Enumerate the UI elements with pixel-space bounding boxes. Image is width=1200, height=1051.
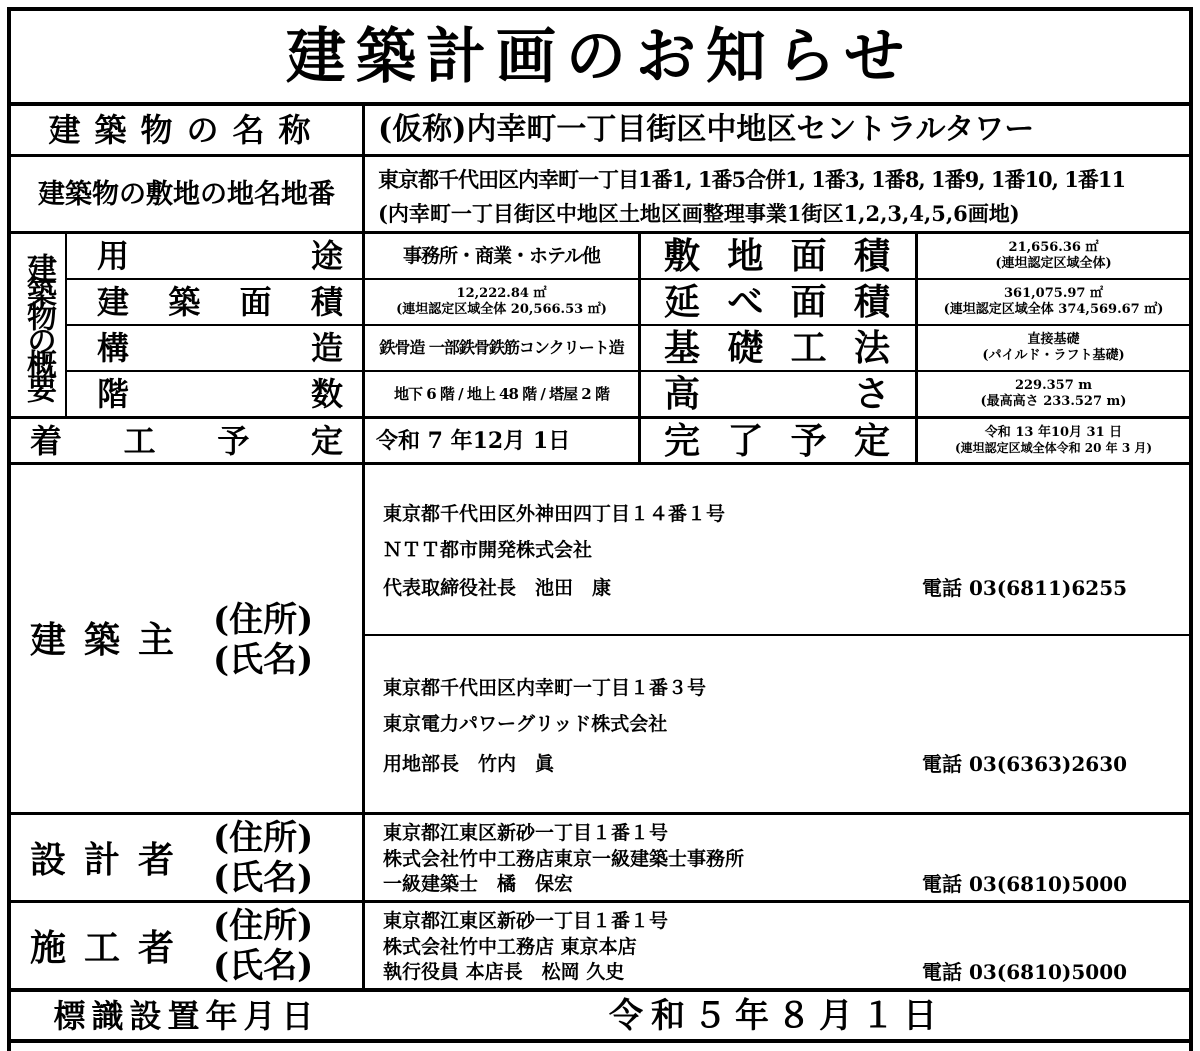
- floor-area-value: 361,075.97 ㎡: [1004, 285, 1103, 301]
- label-char: 予: [217, 421, 250, 460]
- use-label: [97, 234, 343, 278]
- owner2-person: 用地部長 竹内 眞: [383, 752, 555, 775]
- rule: [65, 231, 67, 419]
- site-address-label: 建築物の敷地の地名地番: [38, 178, 335, 210]
- label-char: 敷: [664, 235, 701, 277]
- designer-company: 株式会社竹中工務店東京一級建築士事務所: [383, 847, 745, 870]
- label-char: 数: [310, 375, 343, 413]
- rule: [7, 900, 1193, 903]
- contractor-phone: 電話 03(6810)5000: [922, 960, 1128, 984]
- building-name-label: 建築物の名称: [48, 111, 325, 149]
- owner1-phone: 電話 03(6811)6255: [922, 576, 1128, 600]
- outer-border-top: [7, 7, 1193, 11]
- page-title: 建築計画のお知らせ: [285, 22, 915, 92]
- foundation-note: (パイルド・ラフト基礎): [982, 348, 1125, 363]
- rule: [638, 231, 641, 462]
- site-address-line1: 東京都千代田区内幸町一丁目1番1, 1番5合併1, 1番3, 1番8, 1番9, 1番10, 1番11: [378, 166, 1126, 192]
- owner2-phone: 電話 03(6363)2630: [922, 752, 1128, 776]
- label-char: 高: [664, 373, 701, 415]
- site-area-value: 21,656.36 ㎡: [1008, 239, 1099, 255]
- label-char: 予: [790, 419, 827, 462]
- sign-date-value: 令和５年８月１日: [609, 995, 945, 1036]
- label-char: 積: [853, 281, 890, 323]
- label-char: 築: [168, 283, 201, 321]
- height-cell: [918, 372, 1189, 416]
- rule: [7, 1039, 1193, 1043]
- label-char: さ: [853, 373, 890, 415]
- structure-value: 鉄骨造 一部鉄骨鉄筋コンクリート造: [379, 338, 624, 357]
- building-area-label: [97, 280, 343, 324]
- floor-area-note: (連坦認定区域全体 374,569.67 ㎡): [943, 302, 1164, 317]
- label-char: 途: [310, 237, 343, 275]
- label-char: 法: [853, 327, 890, 369]
- overview-side-label-text: 建築物の概要: [21, 253, 56, 397]
- designer-address: 東京都江東区新砂一丁目１番１号: [383, 821, 669, 844]
- label-char: べ: [727, 281, 764, 323]
- label-char: 面: [790, 235, 827, 277]
- designer-phone: 電話 03(6810)5000: [922, 872, 1128, 896]
- label-char: 構: [97, 329, 130, 367]
- foundation-label: [664, 326, 890, 370]
- height-label: [664, 372, 890, 416]
- owner-label: 建築主: [30, 619, 193, 661]
- owner1-person: 代表取締役社長 池田 康: [383, 576, 612, 599]
- site-area-label: [664, 234, 890, 278]
- floors-value: 地下 6 階 / 地上 48 階 / 塔屋 2 階: [394, 384, 609, 403]
- completion-value: 令和 13 年10月 31 日: [984, 424, 1123, 440]
- height-note: (最高高さ 233.527 m): [980, 394, 1127, 409]
- label-char: 積: [310, 283, 343, 321]
- contractor-person: 執行役員 本店長 松岡 久史: [383, 960, 625, 983]
- owner-sublabel-name: (氏名): [213, 640, 314, 680]
- owner2-address: 東京都千代田区内幸町一丁目１番３号: [383, 676, 707, 699]
- owner2-company: 東京電力パワーグリッド株式会社: [383, 712, 668, 735]
- label-char: 積: [853, 235, 890, 277]
- contractor-sublabel-address: (住所): [213, 906, 314, 946]
- label-char: 了: [727, 419, 764, 462]
- contractor-company: 株式会社竹中工務店 東京本店: [383, 935, 637, 958]
- designer-label: 設計者: [30, 839, 193, 881]
- rule: [364, 634, 1193, 636]
- label-char: 基: [664, 327, 701, 369]
- designer-sublabel-address: (住所): [213, 818, 314, 858]
- start-label: [30, 419, 343, 462]
- label-char: 建: [97, 283, 130, 321]
- label-char: 工: [123, 421, 156, 460]
- completion-note: (連坦認定区域全体令和 20 年 3 月): [954, 441, 1153, 456]
- height-value: 229.357 m: [1014, 377, 1093, 393]
- label-char: 延: [664, 281, 701, 323]
- label-char: 定: [853, 419, 890, 462]
- label-char: 面: [239, 283, 272, 321]
- building-name-value: (仮称)内幸町一丁目街区中地区セントラルタワー: [378, 112, 1035, 147]
- designer-person: 一級建築士 橘 保宏: [383, 872, 574, 895]
- label-char: 着: [30, 421, 63, 460]
- label-char: 礎: [727, 327, 764, 369]
- foundation-cell: [918, 326, 1189, 370]
- label-char: 定: [310, 421, 343, 460]
- contractor-label: 施工者: [30, 927, 193, 969]
- overview-side-label: [11, 234, 65, 416]
- floor-area-label: [664, 280, 890, 324]
- site-address-line2: (内幸町一丁目街区中地区土地区画整理事業1街区1,2,3,4,5,6画地): [378, 200, 1020, 226]
- floors-label: [97, 372, 343, 416]
- foundation-value: 直接基礎: [1027, 331, 1080, 347]
- designer-sublabel-name: (氏名): [213, 858, 314, 898]
- start-value: 令和 7 年12月 1日: [376, 427, 571, 454]
- label-char: 面: [790, 281, 827, 323]
- outer-border-right: [1189, 7, 1193, 1051]
- label-char: 用: [97, 237, 130, 275]
- label-char: 工: [790, 327, 827, 369]
- owner1-address: 東京都千代田区外神田四丁目１４番１号: [383, 502, 726, 525]
- sign-date-label: 標識設置年月日: [53, 996, 320, 1035]
- owner-sublabel-address: (住所): [213, 600, 314, 640]
- label-char: 階: [97, 375, 130, 413]
- floor-area-cell: [918, 280, 1189, 324]
- owner1-company: ＮＴＴ都市開発株式会社: [383, 538, 593, 561]
- use-value: 事務所・商業・ホテル他: [402, 244, 601, 267]
- building-area-value: 12,222.84 ㎡: [456, 285, 547, 301]
- rule: [7, 462, 1193, 465]
- label-char: 地: [727, 235, 764, 277]
- site-area-cell: [918, 234, 1189, 278]
- label-char: 造: [310, 329, 343, 367]
- rule: [7, 812, 1193, 815]
- building-area-note: (連坦認定区域全体 20,566.53 ㎡): [396, 302, 607, 317]
- label-char: 完: [664, 419, 701, 462]
- site-area-note: (連坦認定区域全体): [995, 256, 1112, 271]
- completion-label: [664, 419, 890, 462]
- building-area-cell: [365, 280, 638, 324]
- structure-label: [97, 326, 343, 370]
- contractor-sublabel-name: (氏名): [213, 946, 314, 986]
- completion-cell: [918, 419, 1189, 462]
- contractor-address: 東京都江東区新砂一丁目１番１号: [383, 909, 669, 932]
